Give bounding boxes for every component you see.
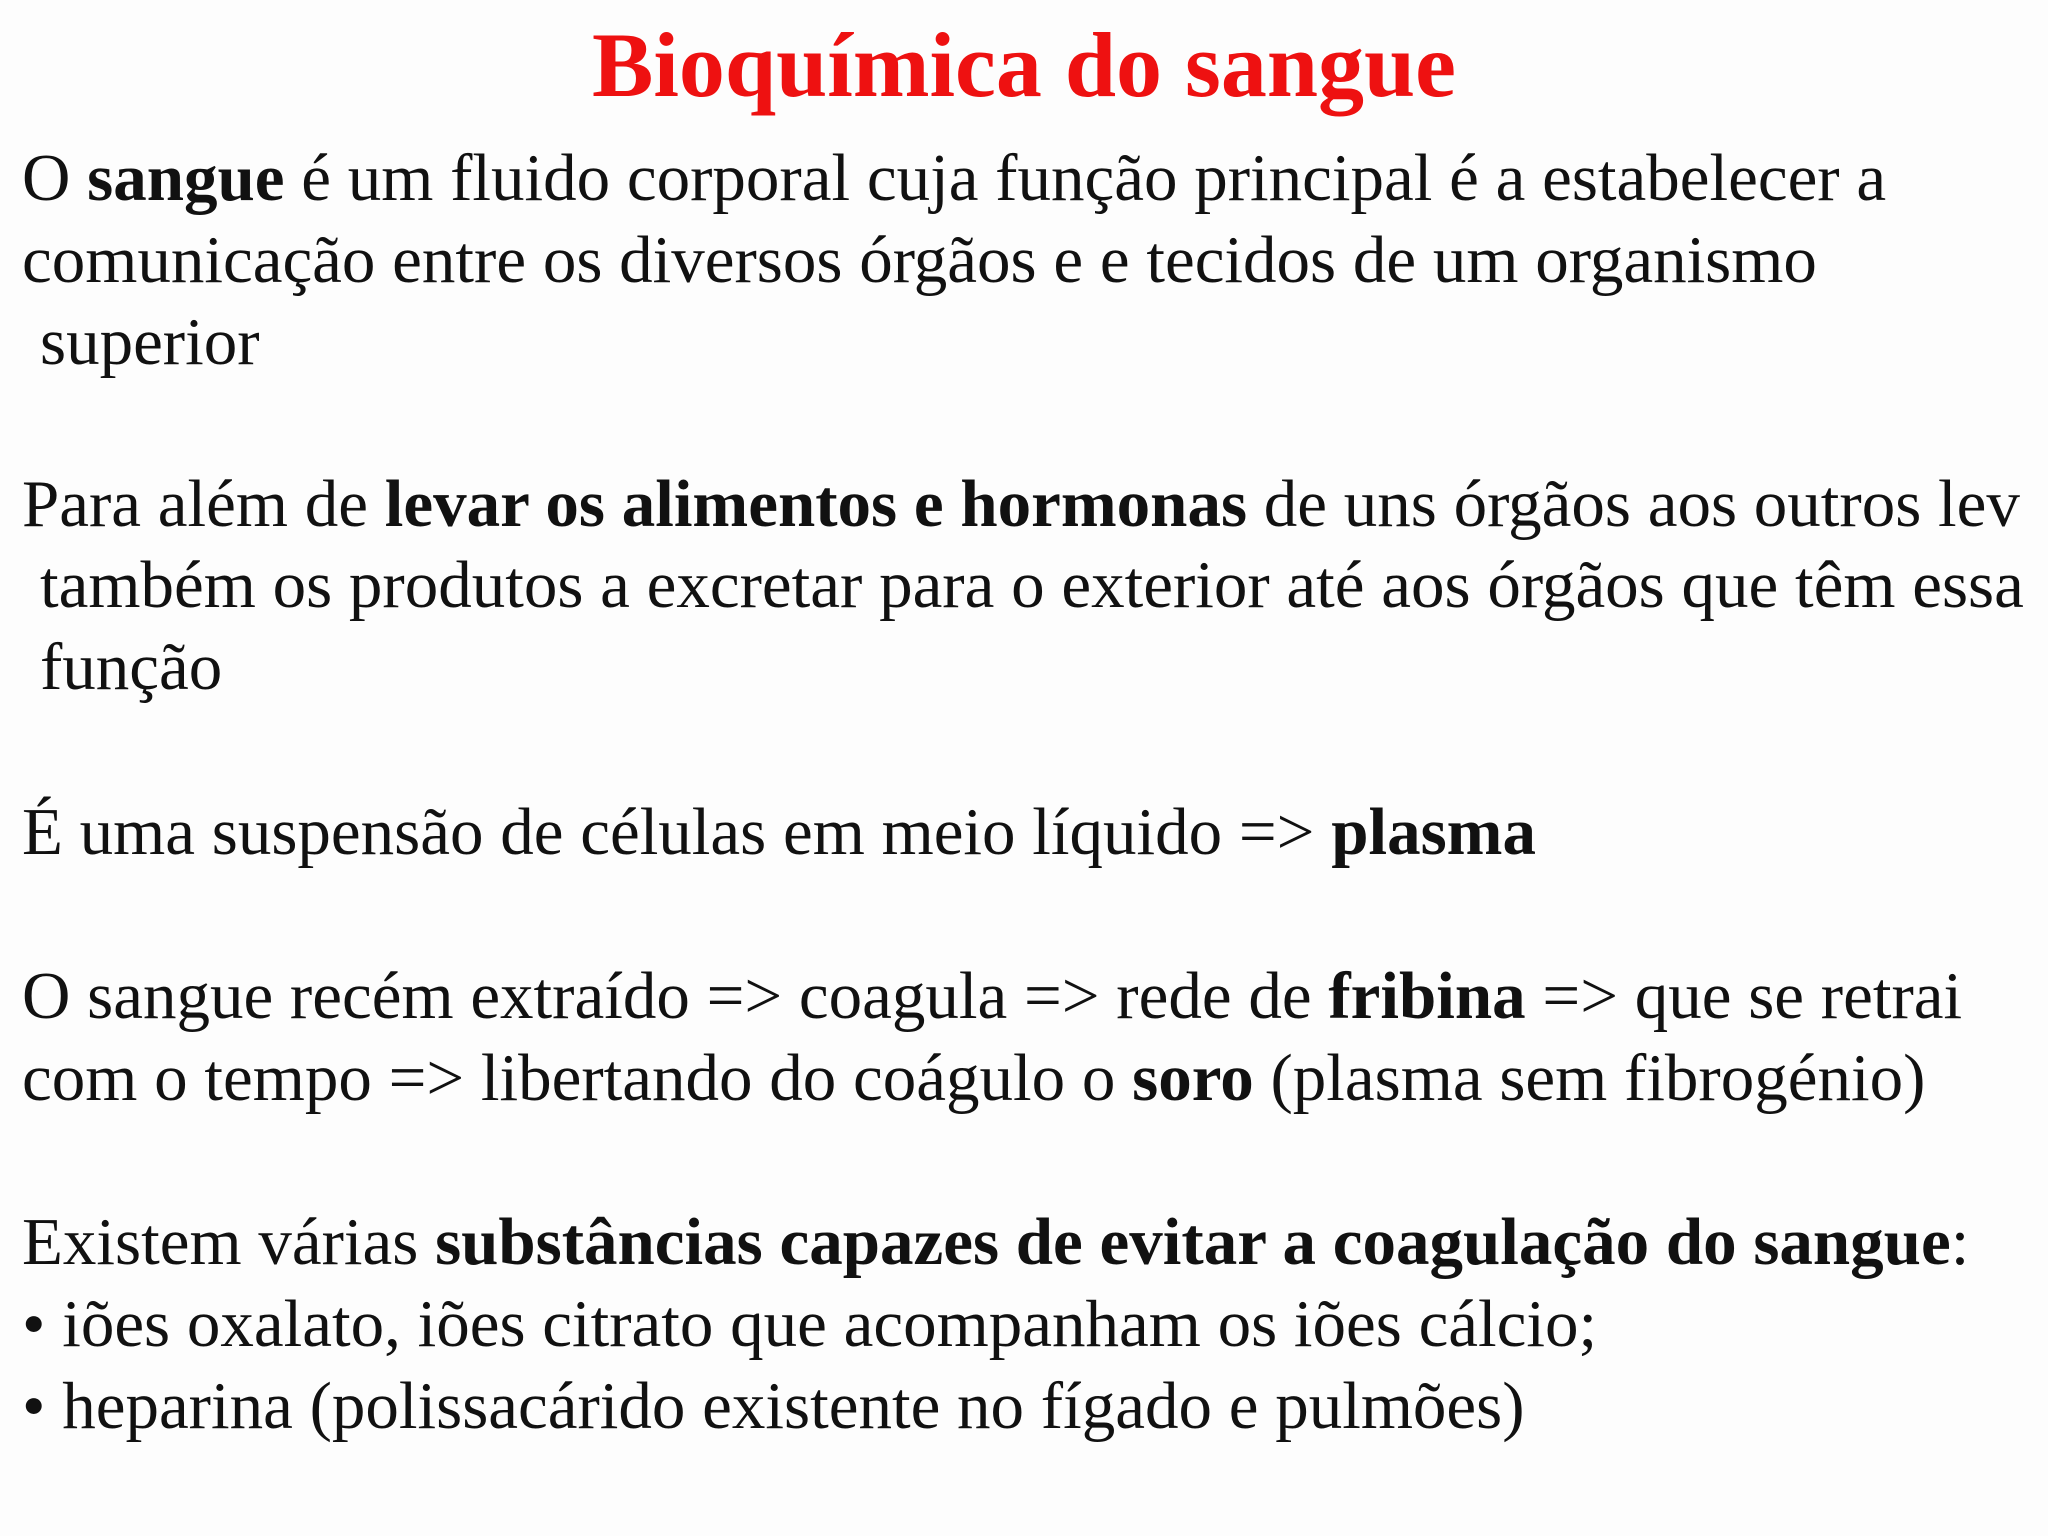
bold-term: plasma bbox=[1331, 795, 1536, 869]
bullet-item: • iões oxalato, iões citrato que acompanham os iões cálcio; bbox=[22, 1287, 1598, 1361]
text: O sangue recém extraído => coagula => rede de bbox=[22, 959, 1329, 1033]
text: É uma suspensão de células em meio líquido => bbox=[22, 795, 1332, 869]
p1-line2: comunicação entre os diversos órgãos e e tecidos de um organismo bbox=[22, 223, 1817, 297]
p1-line3: superior bbox=[40, 305, 260, 379]
text: => que se retrai bbox=[1525, 959, 1963, 1033]
p1-line1 bbox=[22, 138, 1886, 218]
slide-title: Bioquímica do sangue bbox=[592, 14, 1456, 116]
text: Existem várias bbox=[22, 1205, 436, 1279]
bold-term: levar os alimentos e hormonas bbox=[384, 467, 1248, 541]
text: de uns órgãos aos outros lev bbox=[1247, 467, 2020, 541]
p2-line1 bbox=[22, 464, 2020, 544]
text: O bbox=[22, 141, 88, 215]
p4-line1 bbox=[22, 956, 1962, 1036]
p3-line bbox=[22, 792, 1536, 872]
bold-term: sangue bbox=[87, 141, 285, 215]
p5-line bbox=[22, 1202, 1969, 1282]
p2-line3: função bbox=[40, 630, 223, 704]
p4-line2 bbox=[22, 1038, 1925, 1118]
text: é um fluido corporal cuja função principal é a estabelecer a bbox=[284, 141, 1887, 215]
text: : bbox=[1950, 1205, 1970, 1279]
p2-line2: também os produtos a excretar para o exterior até aos órgãos que têm essa bbox=[40, 548, 2024, 622]
text: (plasma sem fibrogénio) bbox=[1253, 1041, 1926, 1115]
bold-term: fribina bbox=[1328, 959, 1526, 1033]
text: Para além de bbox=[22, 467, 385, 541]
bullet-item: • heparina (polissacárido existente no fígado e pulmões) bbox=[22, 1369, 1525, 1443]
text: com o tempo => libertando do coágulo o bbox=[22, 1041, 1133, 1115]
bold-term: soro bbox=[1132, 1041, 1254, 1115]
bold-term: substâncias capazes de evitar a coagulação do sangue bbox=[435, 1205, 1951, 1279]
